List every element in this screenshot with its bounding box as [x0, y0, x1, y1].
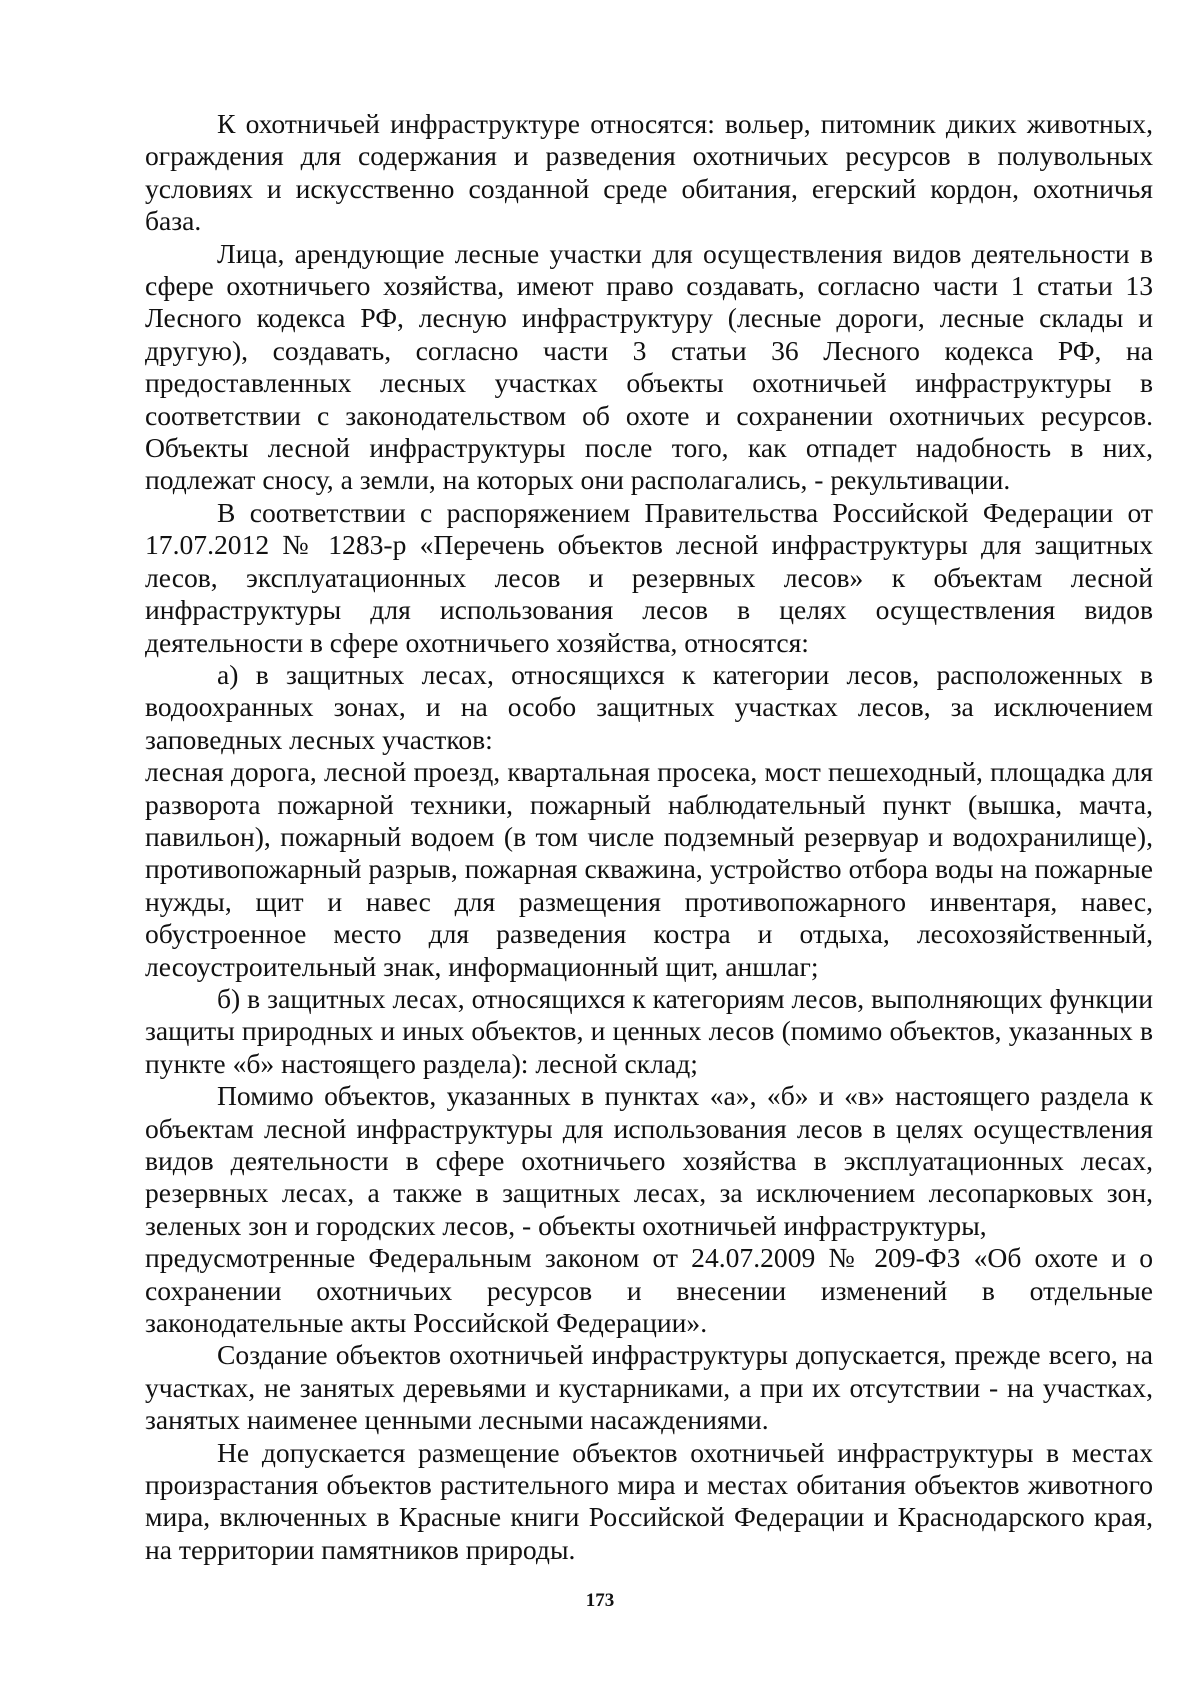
paragraph-other-objects: Помимо объектов, указанных в пунктах «а», «б» и «в» настоящего раздела к объектам лесной инфраструктуры для использования лесов в целях осуществления видов деятельности в сфере охотничьего хозяйства в эксплуатационных лесах, резервных лесах, а также в защитных лесах, за исключением лесопарковых зон, зеленых зон и городских лесов, - объекты охотничьей инфраструктуры,: [145, 1080, 1153, 1241]
paragraph-item-a-list: лесная дорога, лесной проезд, квартальная просека, мост пешеходный, площадка для разворота пожарной техники, пожарный наблюдательный пункт (вышка, мачта, павильон), пожарный водоем (в том числе подземный резервуар и водохранилище), противопожарный разрыв, пожарная скважина, устройство отбора воды на пожарные нужды, щит и навес для размещения противопожарного инвентаря, навес, обустроенное место для разведения костра и отдыха, лесохозяйственный, лесоустроительный знак, информационный щит, аншлаг;: [145, 756, 1153, 982]
paragraph-hunting-infrastructure: К охотничьей инфраструктуре относятся: вольер, питомник диких животных, ограждения для содержания и разведения охотничьих ресурсов в полувольных условиях и искусственно созданной среде обитания, егерский кордон, охотничья база.: [145, 108, 1153, 237]
paragraph-item-b: б) в защитных лесах, относящихся к категориям лесов, выполняющих функции защиты природных и иных объектов, и ценных лесов (помимо объектов, указанных в пункте «б» настоящего раздела): лесной склад;: [145, 982, 1153, 1079]
page-number: 173: [585, 1590, 615, 1611]
paragraph-creation-rules: Создание объектов охотничьей инфраструктуры допускается, прежде всего, на участках, не занятых деревьями и кустарниками, а при их отсутствии - на участках, занятых наименее ценными лесными насаждениями.: [145, 1339, 1153, 1436]
paragraph-item-a: а) в защитных лесах, относящихся к категории лесов, расположенных в водоохранных зонах, и на особо защитных участках лесов, за исключением заповедных лесных участков:: [145, 658, 1153, 755]
document-page: [145, 108, 1153, 1566]
paragraph-federal-law: предусмотренные Федеральным законом от 24.07.2009 № 209-ФЗ «Об охоте и о сохранении охотничьих ресурсов и внесении изменений в отдельные законодательные акты Российской Федерации».: [145, 1242, 1153, 1339]
paragraph-government-order: В соответствии с распоряжением Правительства Российской Федерации от 17.07.2012 № 1283-р «Перечень объектов лесной инфраструктуры для защитных лесов, эксплуатационных лесов и резервных лесов» к объектам лесной инфраструктуры для использования лесов в целях осуществления видов деятельности в сфере охотничьего хозяйства, относятся:: [145, 496, 1153, 658]
paragraph-lessee-rights: Лица, арендующие лесные участки для осуществления видов деятельности в сфере охотничьего хозяйства, имеют право создавать, согласно части 1 статьи 13 Лесного кодекса РФ, лесную инфраструктуру (лесные дороги, лесные склады и другую), создавать, согласно части 3 статьи 36 Лесного кодекса РФ, на предоставленных лесных участках объекты охотничьей инфраструктуры в соответствии с законодательством об охоте и сохранении охотничьих ресурсов. Объекты лесной инфраструктуры после того, как отпадет надобность в них, подлежат сносу, а земли, на которых они располагались, - рекультивации.: [145, 237, 1153, 496]
paragraph-prohibition: Не допускается размещение объектов охотничьей инфраструктуры в местах произрастания объектов растительного мира и местах обитания объектов животного мира, включенных в Красные книги Российской Федерации и Краснодарского края, на территории памятников природы.: [145, 1436, 1153, 1565]
